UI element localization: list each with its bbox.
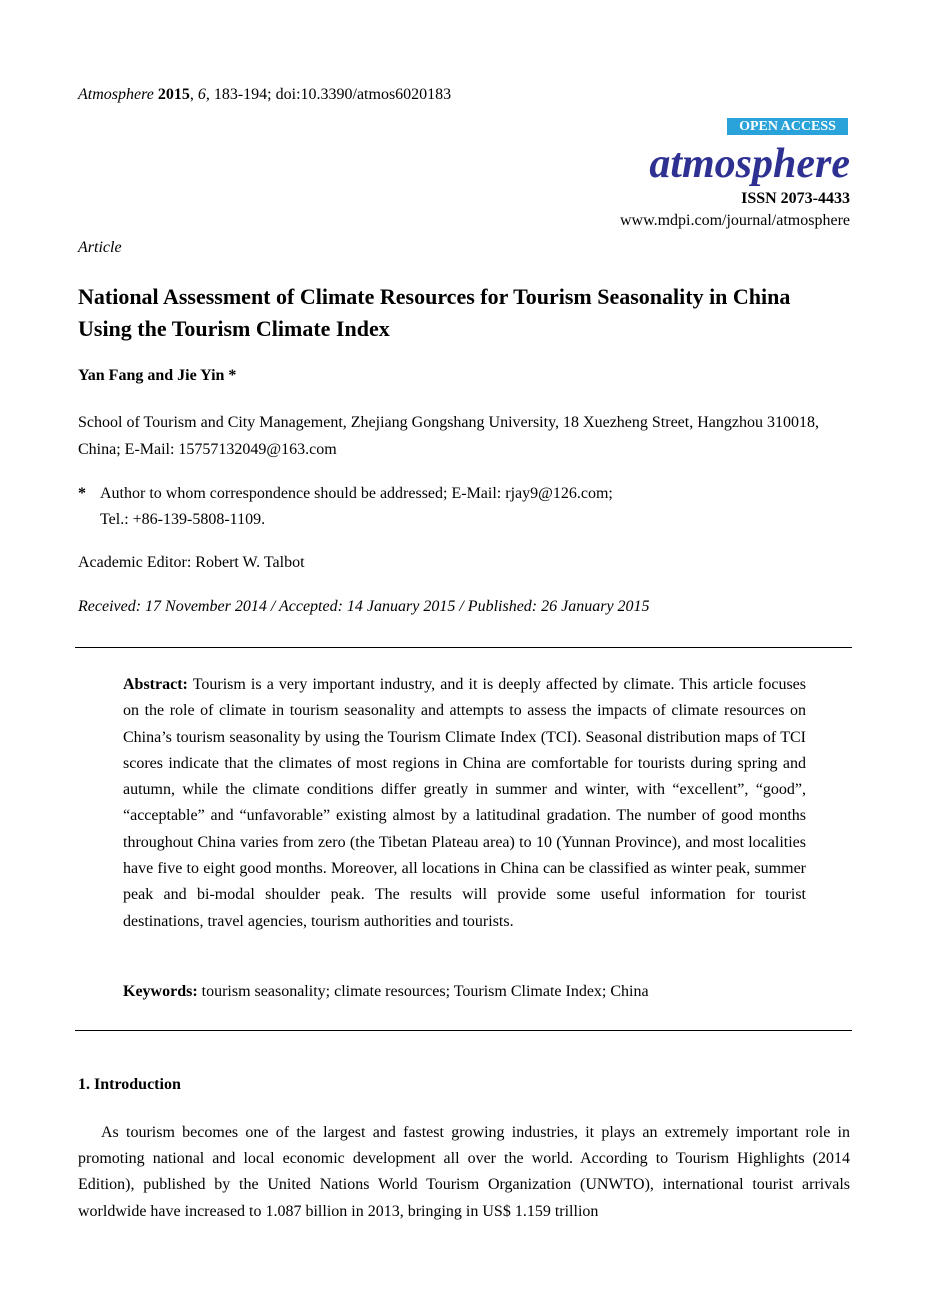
citation-pages-doi: , 183-194; doi:10.3390/atmos6020183 — [205, 86, 452, 103]
citation-year: 2015 — [157, 86, 190, 103]
keywords — [123, 983, 806, 1001]
corr-line-1: Author to whom correspondence should be addressed; E-Mail: rjay9@126.com; — [100, 485, 613, 502]
open-access-badge: OPEN ACCESS — [727, 118, 848, 135]
publication-dates: Received: 17 November 2014 / Accepted: 14 January 2015 / Published: 26 January 2015 — [78, 598, 650, 615]
journal-url[interactable]: www.mdpi.com/journal/atmosphere — [619, 212, 850, 229]
journal-logo: atmosphere — [649, 141, 850, 187]
section-heading-introduction: 1. Introduction — [78, 1076, 181, 1093]
divider-top — [75, 647, 852, 648]
journal-name-italic: Atmosphere — [78, 86, 154, 103]
issn: ISSN 2073-4433 — [741, 190, 850, 207]
abstract-text: Tourism is a very important industry, and it is deeply affected by climate. This article focuses on the role of climate in tourism seasonality and attempts to assess the impacts of climate resources on China’s tourism seasonality by using the Tourism Climate Index (TCI). Seasonal distribution maps of TCI scores indicate that the climates of most regions in China are comfortable for tourists during spring and autumn, while the climate conditions differ greatly in summer and winter, with “excellent”, “good”, “acceptable” and “unfavorable” existing almost by a latitudinal gradation. The number of good months throughout China varies from zero (the Tibetan Plateau area) to 10 (Yunnan Province), and most localities have five to eight good months. Moreover, all locations in China can be classified as winter peak, summer peak and bi-modal shoulder peak. The results will provide some useful information for tourist destinations, travel agencies, tourism authorities and tourists. — [123, 676, 806, 930]
article-type: Article — [78, 239, 122, 256]
divider-bottom — [75, 1030, 852, 1031]
correspondence-note — [78, 481, 853, 533]
citation-line: Atmosphere 2015, 6, 183-194; doi:10.3390/atmos6020183 — [78, 86, 452, 103]
keywords-text: tourism seasonality; climate resources; Tourism Climate Index; China — [201, 983, 649, 1000]
abstract-label: Abstract: — [123, 676, 188, 693]
corr-line-2: Tel.: +86-139-5808-1109. — [100, 511, 266, 528]
intro-paragraph: As tourism becomes one of the largest and fastest growing industries, it plays an extremely important role in promoting national and local economic development all over the world. According to Tourism Highlights (2014 Edition), published by the United Nations World Tourism Organization (UNWTO), international tourist arrivals worldwide have increased to 1.087 billion in 2013, bringing in US$ 1.159 trillion — [78, 1124, 850, 1220]
citation-volume: 6 — [197, 86, 206, 103]
corr-star: * — [78, 485, 86, 502]
paper-title: National Assessment of Climate Resources for Tourism Seasonality in China Using the Tourism Climate Index — [78, 284, 791, 341]
keywords-label: Keywords: — [123, 983, 198, 1000]
academic-editor: Academic Editor: Robert W. Talbot — [78, 554, 305, 571]
authors: Yan Fang and Jie Yin * — [78, 367, 237, 384]
abstract — [123, 672, 806, 935]
affiliation: School of Tourism and City Management, Zhejiang Gongshang University, 18 Xuezheng Street, Hangzhou 310018, China; E-Mail: 15757132049@163.com — [78, 414, 819, 458]
